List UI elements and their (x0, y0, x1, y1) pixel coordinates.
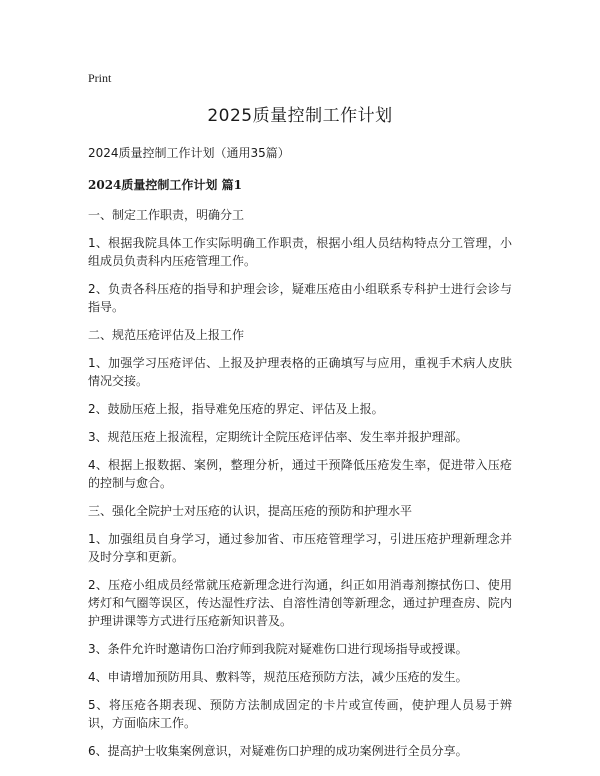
paragraph: 6、提高护士收集案例意识，对疑难伤口护理的成功案例进行全员分享。 (88, 744, 468, 758)
paragraph: 3、规范压疮上报流程，定期统计全院压疮评估率、发生率并报护理部。 (88, 430, 468, 444)
heading-duties: 一、制定工作职责，明确分工 (88, 208, 245, 222)
paragraph: 5、将压疮各期表现、预防方法制成固定的卡片或宣传画，使护理人员易于辨识，方面临床工作。 (88, 698, 512, 730)
paragraph: 3、条件允许时邀请伤口治疗师到我院对疑难伤口进行现场指导或授课。 (88, 642, 468, 656)
paragraph: 1、根据我院具体工作实际明确工作职责，根据小组人员结构特点分工管理，小组成员负责科内压疮管理工作。 (88, 236, 512, 268)
paragraph: 1、加强学习压疮评估、上报及护理表格的正确填写与应用，重视手术病人皮肤情况交接。 (88, 356, 512, 388)
paragraph: 2、负责各科压疮的指导和护理会诊，疑难压疮由小组联系专科护士进行会诊与指导。 (88, 282, 512, 314)
document-title: 2025质量控制工作计划 (207, 106, 393, 126)
paragraph: 2、压疮小组成员经常就压疮新理念进行沟通，纠正如用消毒剂擦拭伤口、使用烤灯和气圈等误区，传达湿性疗法、自溶性清创等新理念，通过护理查房、院内护理讲课等方式进行压疮新知识普及。 (88, 578, 512, 628)
document-subtitle: 2024质量控制工作计划（通用35篇） (88, 146, 290, 160)
heading-awareness: 三、强化全院护士对压疮的认识，提高压疮的预防和护理水平 (88, 504, 413, 518)
section-heading: 2024质量控制工作计划 篇1 (88, 178, 242, 192)
heading-assessment: 二、规范压疮评估及上报工作 (88, 328, 245, 342)
paragraph: 4、申请增加预防用具、敷料等，规范压疮预防方法，减少压疮的发生。 (88, 670, 468, 684)
document-body (88, 206, 512, 760)
paragraph: 4、根据上报数据、案例，整理分析，通过干预降低压疮发生率，促进带入压疮的控制与愈合。 (88, 458, 512, 490)
paragraph: 1、加强组员自身学习，通过参加省、市压疮管理学习，引进压疮护理新理念并及时分享和更新。 (88, 532, 512, 564)
paragraph: 2、鼓励压疮上报，指导难免压疮的界定、评估及上报。 (88, 402, 384, 416)
print-label: Print (88, 71, 112, 85)
